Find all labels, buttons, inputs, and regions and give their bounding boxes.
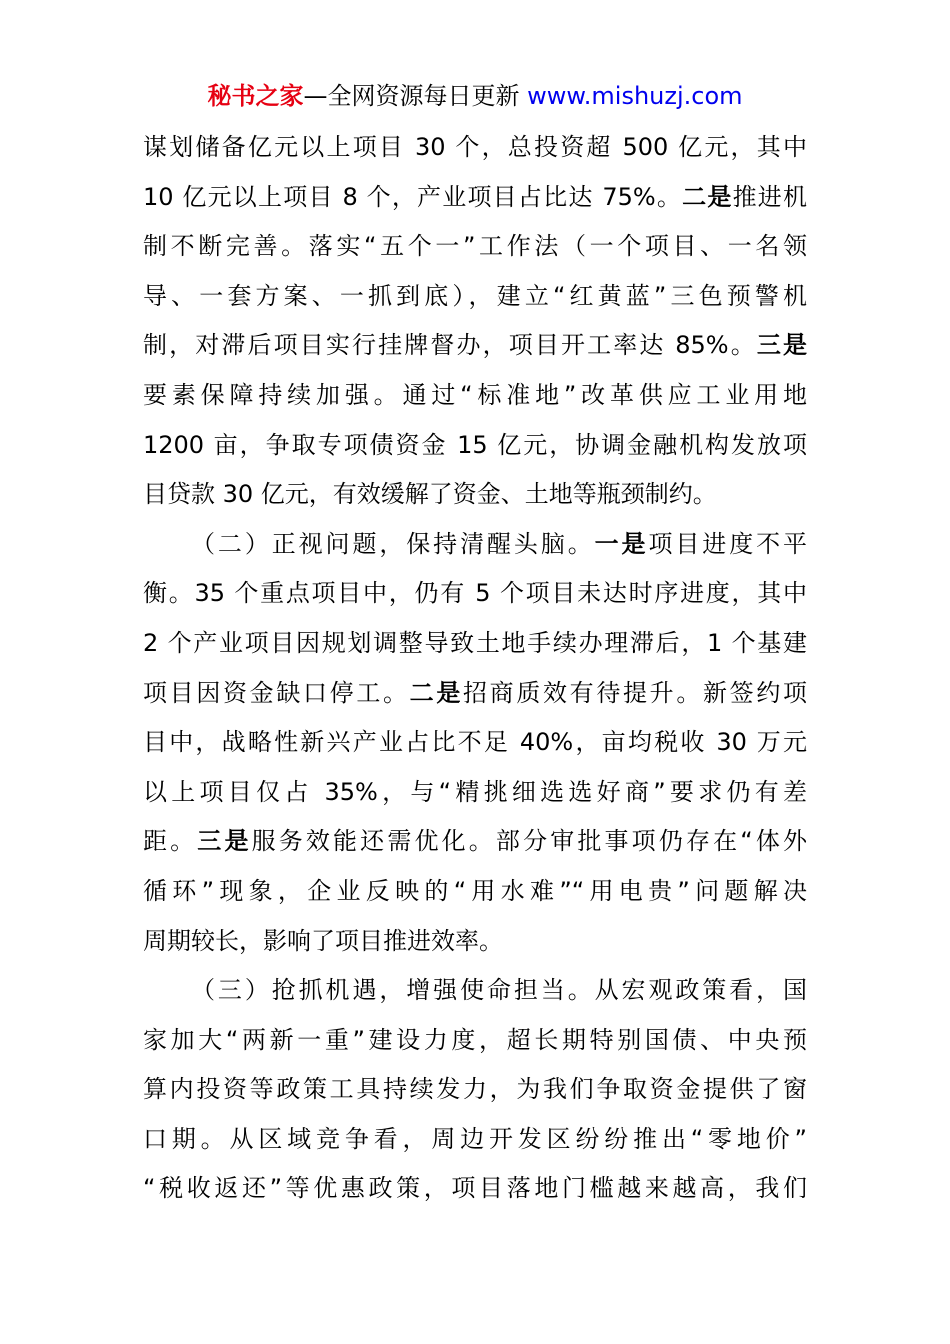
text-segment: 制不断完善。落实“五个一”工作法（一个项目、一名领 (143, 232, 807, 261)
bold-marker: 二是 (682, 182, 733, 211)
text-segment: 1200 亩，争取专项债资金 15 亿元，协调金融机构发放项 (143, 430, 807, 459)
text-segment: 口期。从区域竞争看，周边开发区纷纷推出“零地价” (143, 1124, 807, 1153)
text-line (143, 371, 807, 421)
text-segment: （二）正视问题，保持清醒头脑。 (191, 529, 595, 558)
bold-marker: 二是 (409, 678, 464, 707)
text-line (143, 321, 807, 371)
text-line (143, 470, 807, 520)
text-line (143, 917, 807, 967)
text-segment: 谋划储备亿元以上项目 30 个，总投资超 500 亿元，其中 (143, 133, 807, 161)
text-line (143, 272, 807, 322)
text-segment: 项目进度不平 (648, 529, 808, 558)
text-segment: 导、一套方案、一抓到底），建立“红黄蓝”三色预警机 (143, 281, 807, 310)
brand-name: 秘书之家 (207, 82, 304, 110)
text-line (143, 718, 807, 768)
text-line (143, 173, 807, 223)
page-header (0, 80, 950, 112)
bold-marker: 三是 (197, 827, 252, 856)
document-body (143, 123, 807, 1214)
text-line (143, 966, 807, 1016)
bold-marker: 一是 (594, 529, 649, 558)
text-line (143, 1164, 807, 1214)
text-line (143, 1016, 807, 1066)
text-segment: 项目因资金缺口停工。 (143, 678, 410, 707)
text-line (143, 520, 807, 570)
paragraph (143, 123, 807, 520)
text-segment: 家加大“两新一重”建设力度，超长期特别国债、中央预 (143, 1025, 807, 1054)
text-line (143, 669, 807, 719)
text-segment: 衡。35 个重点项目中，仍有 5 个项目未达时序进度，其中 (143, 579, 807, 608)
text-line (143, 817, 807, 867)
text-segment: 目中，战略性新兴产业占比不足 40%，亩均税收 30 万元 (143, 728, 807, 757)
text-line (143, 867, 807, 917)
text-line (143, 123, 807, 173)
paragraph (143, 966, 807, 1214)
text-line (143, 768, 807, 818)
text-segment: 招商质效有待提升。新签约项 (463, 678, 808, 707)
text-line (143, 1115, 807, 1165)
text-segment: （三）抢抓机遇，增强使命担当。从宏观政策看，国 (191, 976, 807, 1005)
text-segment: 周期较长，影响了项目推进效率。 (143, 926, 503, 955)
text-segment: 制，对滞后项目实行挂牌督办，项目开工率达 85%。 (143, 331, 757, 360)
text-segment: 以上项目仅占 35%，与“精挑细选选好商”要求仍有差 (143, 777, 807, 806)
paragraph (143, 520, 807, 966)
text-line (143, 222, 807, 272)
header-tagline: —全网资源每日更新 (303, 82, 520, 110)
text-line (143, 1065, 807, 1115)
text-segment: 服务效能还需优化。部分审批事项仍存在“体外 (251, 827, 807, 856)
text-line (143, 421, 807, 471)
text-segment: 目贷款 30 亿元，有效缓解了资金、土地等瓶颈制约。 (143, 480, 717, 509)
text-segment: 距。 (143, 827, 198, 856)
text-segment: “税收返还”等优惠政策，项目落地门槛越来越高，我们 (143, 1174, 807, 1203)
text-segment: 要素保障持续加强。通过“标准地”改革供应工业用地 (143, 380, 807, 409)
text-segment: 推进机 (732, 182, 808, 211)
text-segment: 算内投资等政策工具持续发力，为我们争取资金提供了窗 (143, 1075, 807, 1104)
site-link[interactable]: www.mishuzj.com (527, 82, 743, 110)
text-segment: 循环”现象，企业反映的“用水难”“用电贵”问题解决 (143, 876, 807, 905)
text-line (143, 619, 807, 669)
text-line (143, 569, 807, 619)
text-segment: 10 亿元以上项目 8 个，产业项目占比达 75%。 (143, 182, 683, 211)
text-segment: 2 个产业项目因规划调整导致土地手续办理滞后，1 个基建 (143, 628, 807, 657)
bold-marker: 三是 (756, 331, 808, 360)
